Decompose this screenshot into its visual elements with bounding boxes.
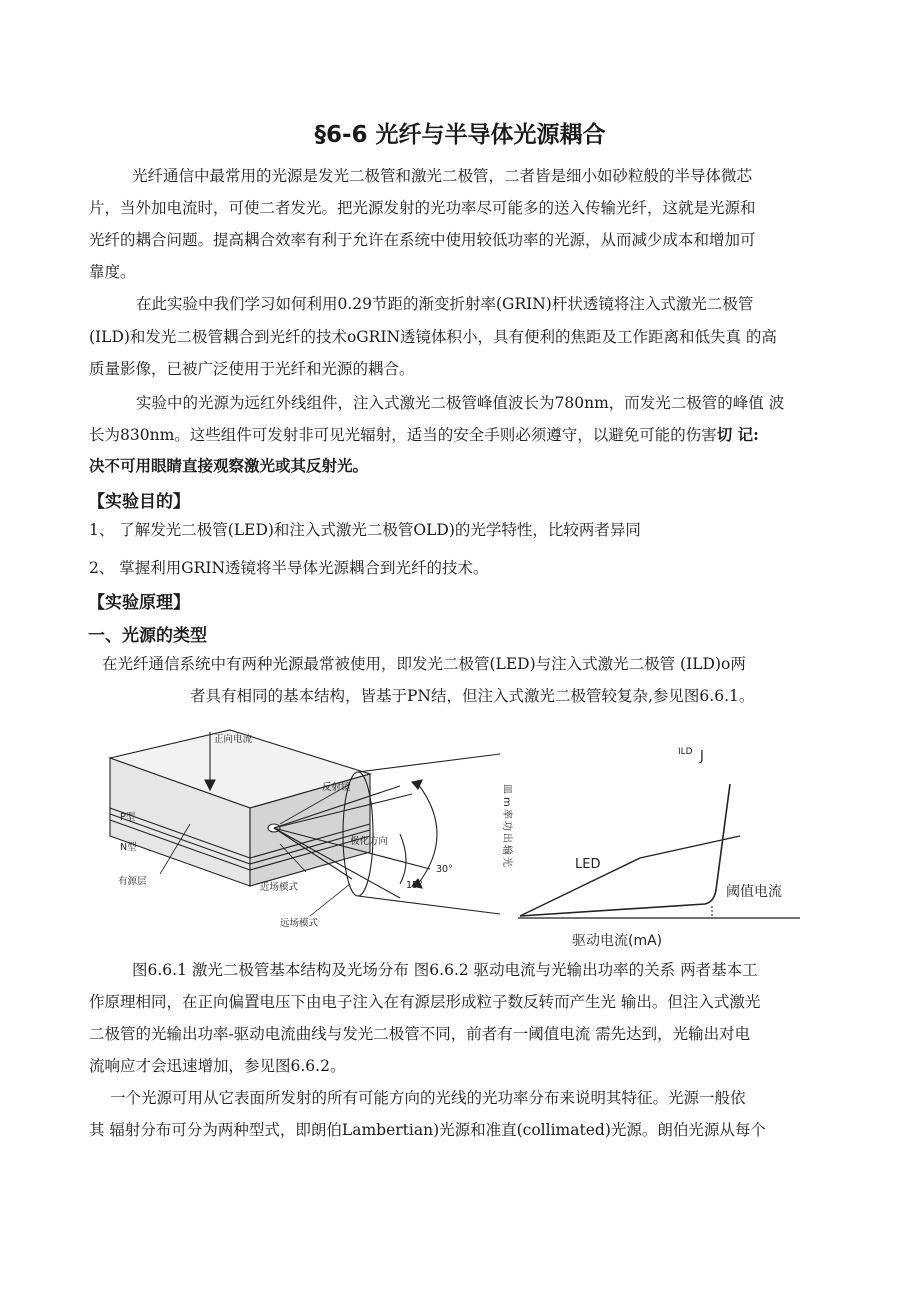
label-active-layer: 有源层 (118, 876, 147, 887)
label-reflector: 反射镜 (322, 782, 351, 793)
after-line-4: 流响应才会迅速增加，参见图6.6.2。 (89, 1057, 346, 1075)
label-led: LED (575, 857, 601, 872)
intro-p1-line-4: 靠度。 (89, 263, 136, 281)
label-angle-15: 15° (406, 880, 423, 891)
after-p2-line-1: 一个光源可用从它表面所发射的所有可能方向的光线的光功率分布来说明其特征。光源一般依 (110, 1089, 746, 1107)
after-line-2: 作原理相同，在正向偏置电压下由电子注入在有源层形成粒子数反转而产生光 输出。但注入式激光 (89, 993, 761, 1011)
label-p-type: P型 (120, 812, 136, 823)
y-label-char: m (501, 797, 512, 807)
ild-curve (520, 784, 730, 916)
warning-lead: 切 记: (716, 425, 759, 444)
y-label-char: 光 (501, 857, 512, 867)
figures-row (100, 724, 820, 954)
figures-svg (100, 724, 820, 954)
y-axis-label (501, 784, 514, 867)
y-label-char: 功 (501, 821, 512, 831)
intro-p1-line-2: 片，当外加电流时，可使二者发光。把光源发射的光功率尽可能多的送入传输光纤，这就是光源和 (89, 199, 756, 217)
angle-arc-15 (400, 834, 406, 884)
intro-p1-line-3: 光纤的耦合问题。提高耦合效率有利于允许在系统中使用较低功率的光源，从而减少成本和增加可 (89, 231, 756, 249)
intro-p2-line-1: 在此实验中我们学习如何利用0.29节距的渐变折射率(GRIN)杆状透镜将注入式激光二极管 (136, 295, 754, 313)
label-n-type: N型 (120, 842, 137, 853)
after-p2-line-2: 其 辐射分布可分为两种型式，即朗伯Lambertian)光源和准直(collimated)光源。朗伯光源从每个 (89, 1121, 766, 1139)
label-forward-current: 正向电流 (214, 734, 253, 745)
subsection-heading-source-types: 一、光源的类型 (88, 626, 207, 646)
label-ild: ILD (678, 747, 693, 757)
principle-line-1: 在光纤通信系统中有两种光源最常被使用，即发光二极管(LED)与注入式激光二极管 (ILD)o两 (102, 655, 746, 673)
label-far-field: 远场模式 (280, 918, 319, 929)
y-label-char: 率 (501, 809, 512, 819)
intro-p3-line-1: 实验中的光源为远红外线组件，注入式激光二极管峰值波长为780nm，而发光二极管的峰值 波 (136, 394, 785, 412)
y-label-char: 输 (501, 845, 512, 855)
after-line-1: 图6.6.1 激光二极管基本结构及光场分布 图6.6.2 驱动电流与光输出功率的关系 两者基本工 (132, 961, 758, 979)
intro-p3-line-2-text: 长为830nm。这些组件可发射非可见光辐射，适当的安全手则必须遵守，以避免可能的伤害 (89, 426, 717, 444)
x-axis-label: 驱动电流(mA) (572, 933, 663, 949)
purpose-item-1: 1、 了解发光二极管(LED)和注入式激光二极管OLD)的光学特性，比较两者异同 (89, 521, 641, 539)
safety-warning: 决不可用眼睛直接观察激光或其反射光。 (89, 456, 369, 475)
purpose-item-2: 2、 掌握利用GRIN透镜将半导体光源耦合到光纤的技术。 (89, 559, 489, 577)
section-heading-purpose: 【实验目的】 (88, 492, 190, 512)
label-angle-30: 30° (436, 864, 453, 875)
far-field-leader (310, 884, 350, 916)
label-threshold: 阈值电流 (726, 884, 782, 900)
y-label-char: 皿 (501, 784, 512, 794)
section-heading-principle: 【实验原理】 (88, 593, 190, 613)
principle-line-2: 者具有相同的基本结构，皆基于PN结，但注入式激光二极管较复杂,参见图6.6.1。 (190, 687, 755, 705)
figure-6-6-2 (501, 747, 800, 949)
intro-p1-line-1: 光纤通信中最常用的光源是发光二极管和激光二极管，二者皆是细小如砂粒般的半导体微芯 (132, 167, 753, 185)
intro-p3-line-2 (89, 425, 759, 445)
y-label-char: 出 (501, 833, 512, 843)
angle-arc-30 (418, 784, 437, 884)
after-line-3: 二极管的光输出功率-驱动电流曲线与发光二极管不同，前者有一阈值电流 需先达到，光输出对电 (89, 1025, 751, 1043)
label-j: J (700, 749, 704, 764)
label-near-field: 近场模式 (260, 882, 299, 893)
label-polarization: 极化方向 (350, 836, 389, 847)
beam-ray-7 (358, 896, 500, 914)
figure-6-6-1 (110, 730, 500, 916)
page-title: §6-6 光纤与半导体光源耦合 (314, 122, 606, 148)
intro-p2-line-2: (ILD)和发光二极管耦合到光纤的技术oGRIN透镜体积小，具有便利的焦距及工作距离和低失真 的高 (89, 328, 777, 346)
intro-p2-line-3: 质量影像，已被广泛使用于光纤和光源的耦合。 (89, 360, 415, 378)
beam-ray-6 (358, 754, 500, 772)
